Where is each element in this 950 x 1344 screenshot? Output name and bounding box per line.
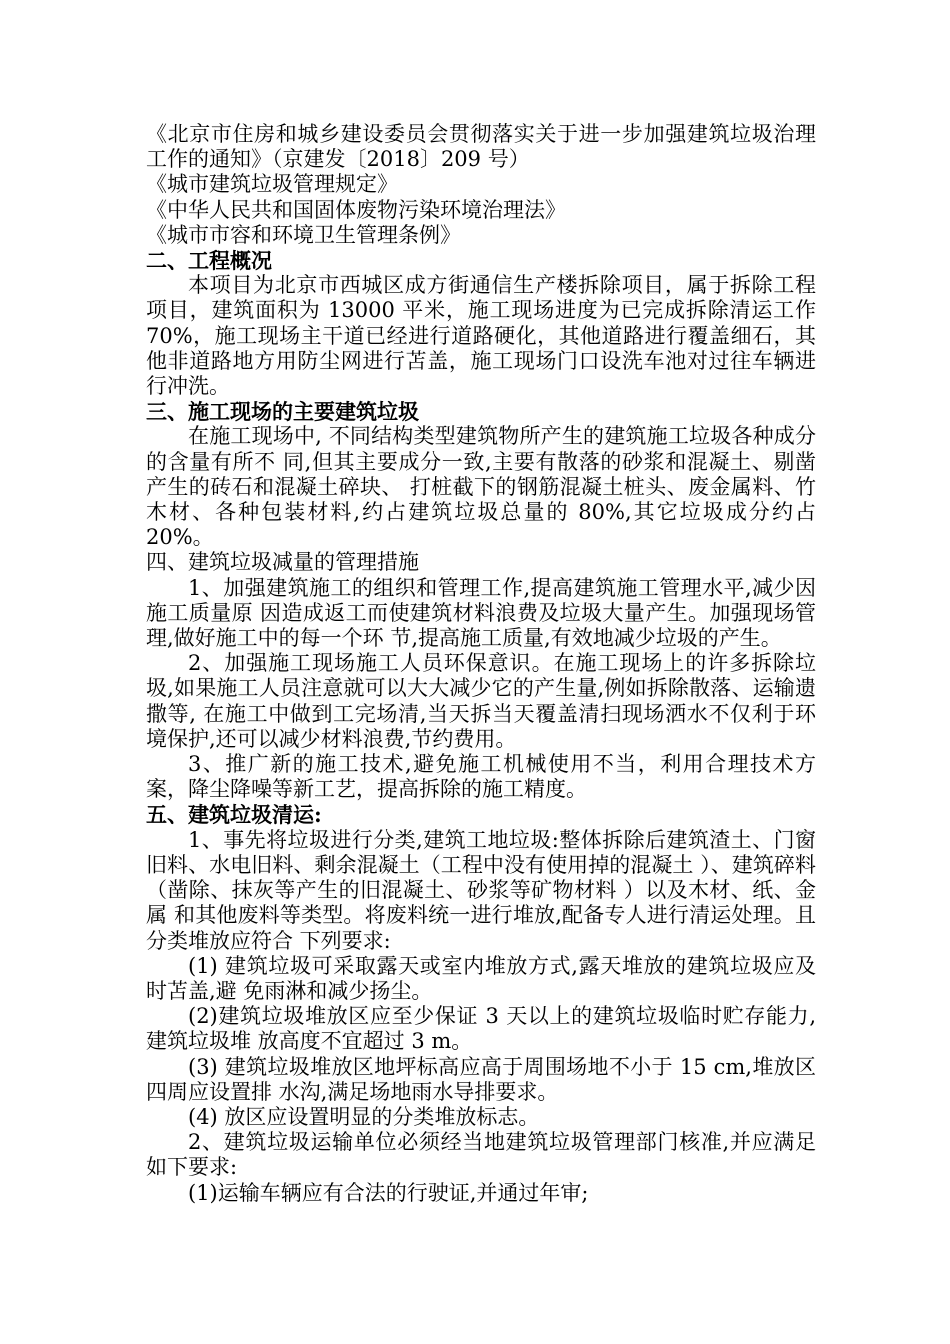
paragraph: 在施工现场中, 不同结构类型建筑物所产生的建筑施工垃圾各种成分的含量有所不 同,但其主要成分一致,主要有散落的砂浆和混凝土、剔凿产生的砖石和混凝土碎块、 打桩截下的钢筋混凝土桩头、废金属料、竹木材、各种包装材料,约占建筑垃圾总量的 80%,其它垃圾成分约占 20%。 [146,424,816,550]
list-item: (1)运输车辆应有合法的行驶证,并通过年审; [188,1180,589,1205]
reference-line: 《城市市容和环境卫生管理条例》 [146,222,461,247]
list-item: (4) 放区应设置明显的分类堆放标志。 [188,1104,540,1129]
list-item: (2)建筑垃圾堆放区应至少保证 3 天以上的建筑垃圾临时贮存能力,建筑垃圾堆 放高度不宜超过 3 m。 [146,1004,816,1054]
section-heading-removal: 五、建筑垃圾清运: [146,802,322,828]
document-page [146,122,816,1206]
list-item: (1) 建筑垃圾可采取露天或室内堆放方式,露天堆放的建筑垃圾应及时苫盖,避 免雨淋和减少扬尘。 [146,953,816,1003]
reference-line: 《城市建筑垃圾管理规定》 [146,172,398,197]
paragraph: 2、建筑垃圾运输单位必须经当地建筑垃圾管理部门核准,并应满足如下要求: [146,1130,816,1180]
paragraph: 1、加强建筑施工的组织和管理工作,提高建筑施工管理水平,减少因施工质量原 因造成返工而使建筑材料浪费及垃圾大量产生。加强现场管理,做好施工中的每一个环 节,提高施工质量,有效地减少垃圾的产生。 [146,575,816,651]
paragraph: 1、事先将垃圾进行分类,建筑工地垃圾:整体拆除后建筑渣土、门窗旧料、水电旧料、剩余混凝土（工程中没有使用掉的混凝土 ）、建筑碎料（凿除、抹灰等产生的旧混凝土、砂浆等矿物材料 ）以及木材、纸、金属 和其他废料等类型。将废料统一进行堆放,配备专人进行清运处理。且分类堆放应符合 下列要求: [146,827,816,953]
section-heading-main-waste: 三、施工现场的主要建筑垃圾 [146,399,419,425]
list-item: (3) 建筑垃圾堆放区地坪标高应高于周围场地不小于 15 cm,堆放区四周应设置排 水沟,满足场地雨水导排要求。 [146,1054,816,1104]
paragraph: 3、推广新的施工技术,避免施工机械使用不当，利用合理技术方案，降尘降噪等新工艺，提高拆除的施工精度。 [146,752,816,802]
reference-line: 《北京市住房和城乡建设委员会贯彻落实关于进一步加强建筑垃圾治理工作的通知》（京建发〔2018〕209 号） [146,122,816,172]
paragraph: 本项目为北京市西城区成方街通信生产楼拆除项目，属于拆除工程项目，建筑面积为 13000 平米，施工现场进度为已完成拆除清运工作 70%，施工现场主干道已经进行道路硬化，其他道路进行覆盖细石，其他非道路地方用防尘网进行苫盖，施工现场门口设洗车池对过往车辆进行冲洗。 [146,273,816,399]
reference-line: 《中华人民共和国固体废物污染环境治理法》 [146,197,566,222]
section-heading-reduction: 四、建筑垃圾减量的管理措施 [146,550,419,575]
paragraph: 2、加强施工现场施工人员环保意识。在施工现场上的许多拆除垃圾,如果施工人员注意就可以大大减少它的产生量,例如拆除散落、运输遗撒等, 在施工中做到工完场清,当天拆当天覆盖清扫现场洒水不仅利于环境保护,还可以减少材料浪费,节约费用。 [146,651,816,751]
section-heading-overview: 二、工程概况 [146,248,272,274]
